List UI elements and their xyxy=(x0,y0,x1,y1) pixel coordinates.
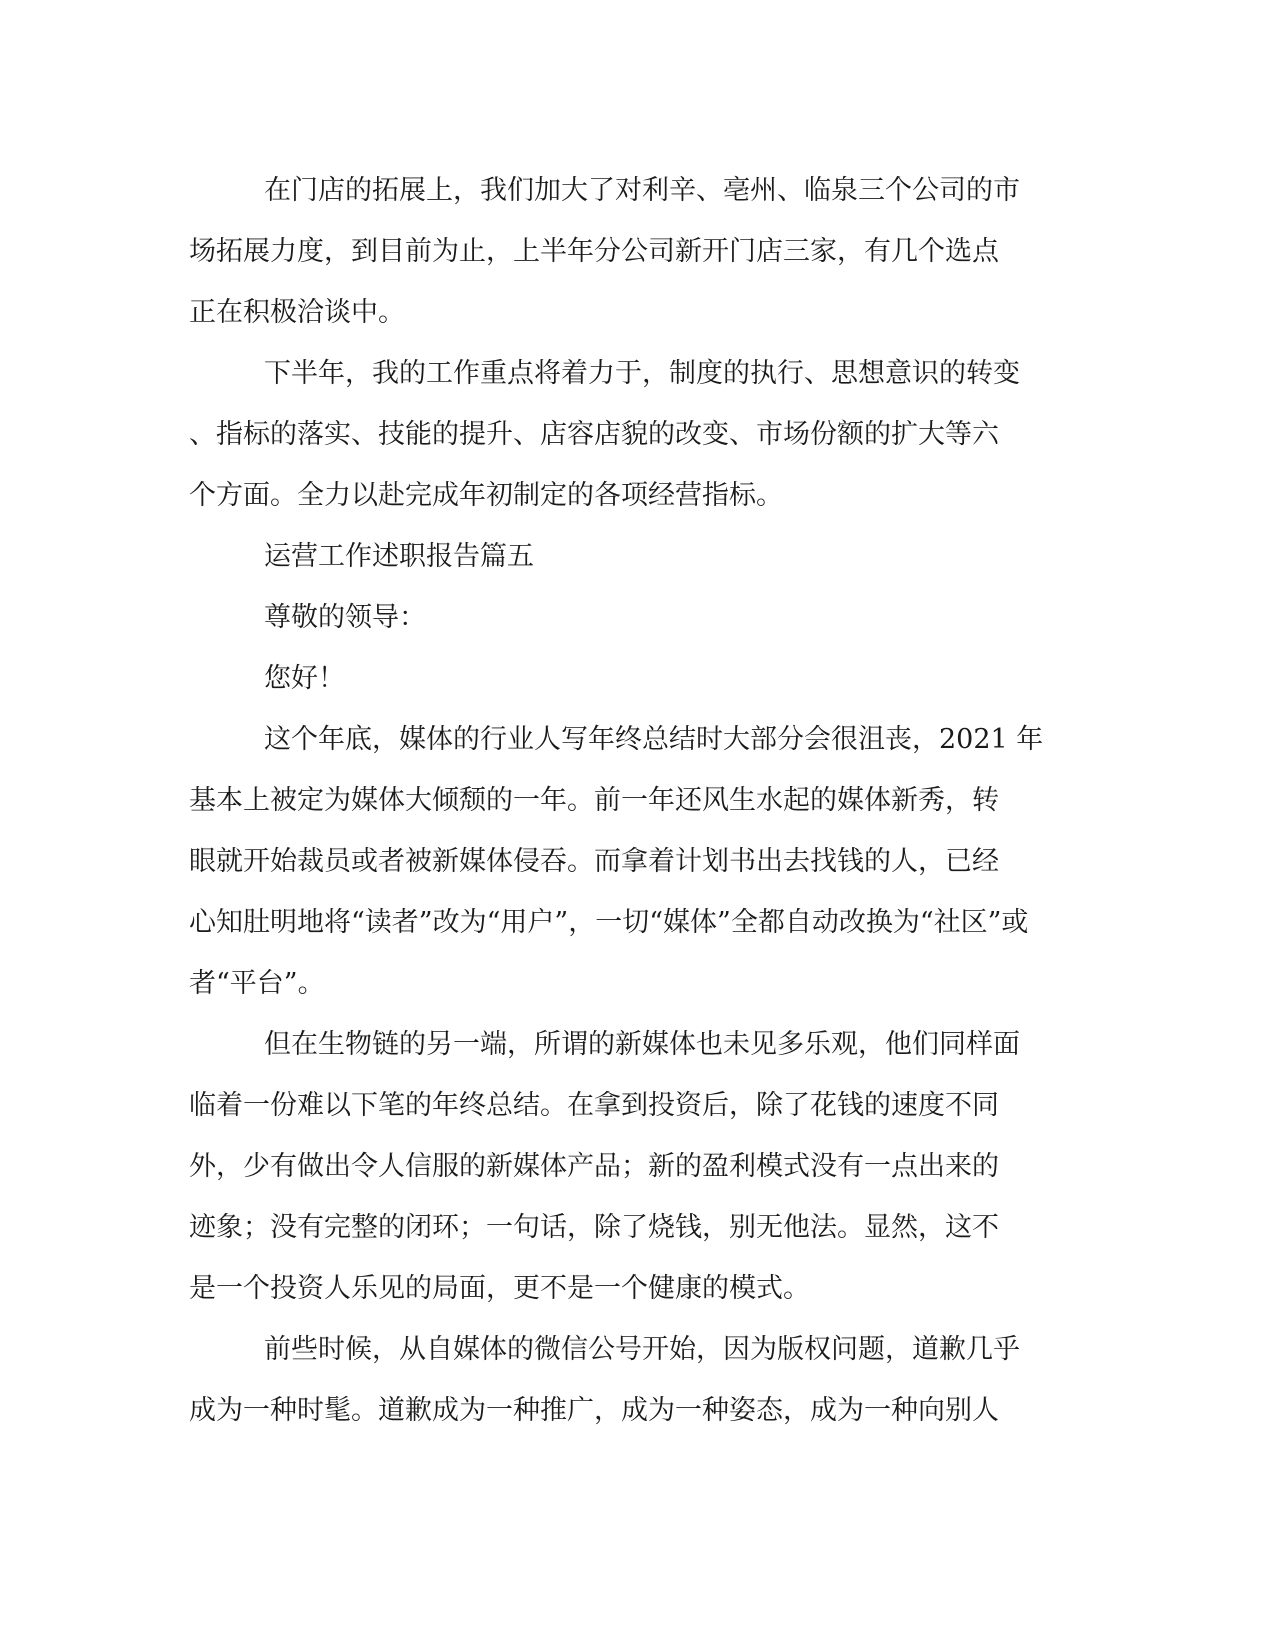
text-line: 迹象；没有完整的闭环；一句话，除了烧钱，别无他法。显然，这不 xyxy=(189,1212,999,1243)
text-line: 眼就开始裁员或者被新媒体侵吞。而拿着计划书出去找钱的人，已经 xyxy=(189,846,999,877)
text-line: 个方面。全力以赴完成年初制定的各项经营指标。 xyxy=(189,480,783,511)
text-line: 成为一种时髦。道歉成为一种推广，成为一种姿态，成为一种向别人 xyxy=(189,1395,999,1426)
text-line: 下半年，我的工作重点将着力于，制度的执行、思想意识的转变 xyxy=(264,358,1020,389)
section-heading: 运营工作述职报告篇五 xyxy=(264,541,534,572)
text-line: 者“平台”。 xyxy=(189,968,325,999)
text-line: 前些时候，从自媒体的微信公号开始，因为版权问题，道歉几乎 xyxy=(264,1334,1020,1365)
text-line: 正在积极洽谈中。 xyxy=(189,297,405,328)
text-line: 这个年底，媒体的行业人写年终总结时大部分会很沮丧，2021 年 xyxy=(264,724,1044,755)
text-line: 外，少有做出令人信服的新媒体产品；新的盈利模式没有一点出来的 xyxy=(189,1151,999,1182)
text-line: 是一个投资人乐见的局面，更不是一个健康的模式。 xyxy=(189,1273,810,1304)
greeting: 您好！ xyxy=(264,663,345,694)
text-line: 在门店的拓展上，我们加大了对利辛、亳州、临泉三个公司的市 xyxy=(264,175,1020,206)
text-line: 心知肚明地将“读者”改为“用户”，一切“媒体”全都自动改换为“社区”或 xyxy=(189,907,1029,938)
salutation: 尊敬的领导： xyxy=(264,602,426,633)
text-line: 、指标的落实、技能的提升、店容店貌的改变、市场份额的扩大等六 xyxy=(189,419,999,450)
text-line: 基本上被定为媒体大倾颓的一年。前一年还风生水起的媒体新秀，转 xyxy=(189,785,999,816)
document-body xyxy=(189,160,1089,1441)
text-line: 临着一份难以下笔的年终总结。在拿到投资后，除了花钱的速度不同 xyxy=(189,1090,999,1121)
text-line: 但在生物链的另一端，所谓的新媒体也未见多乐观，他们同样面 xyxy=(264,1029,1020,1060)
text-line: 场拓展力度，到目前为止，上半年分公司新开门店三家，有几个选点 xyxy=(189,236,999,267)
